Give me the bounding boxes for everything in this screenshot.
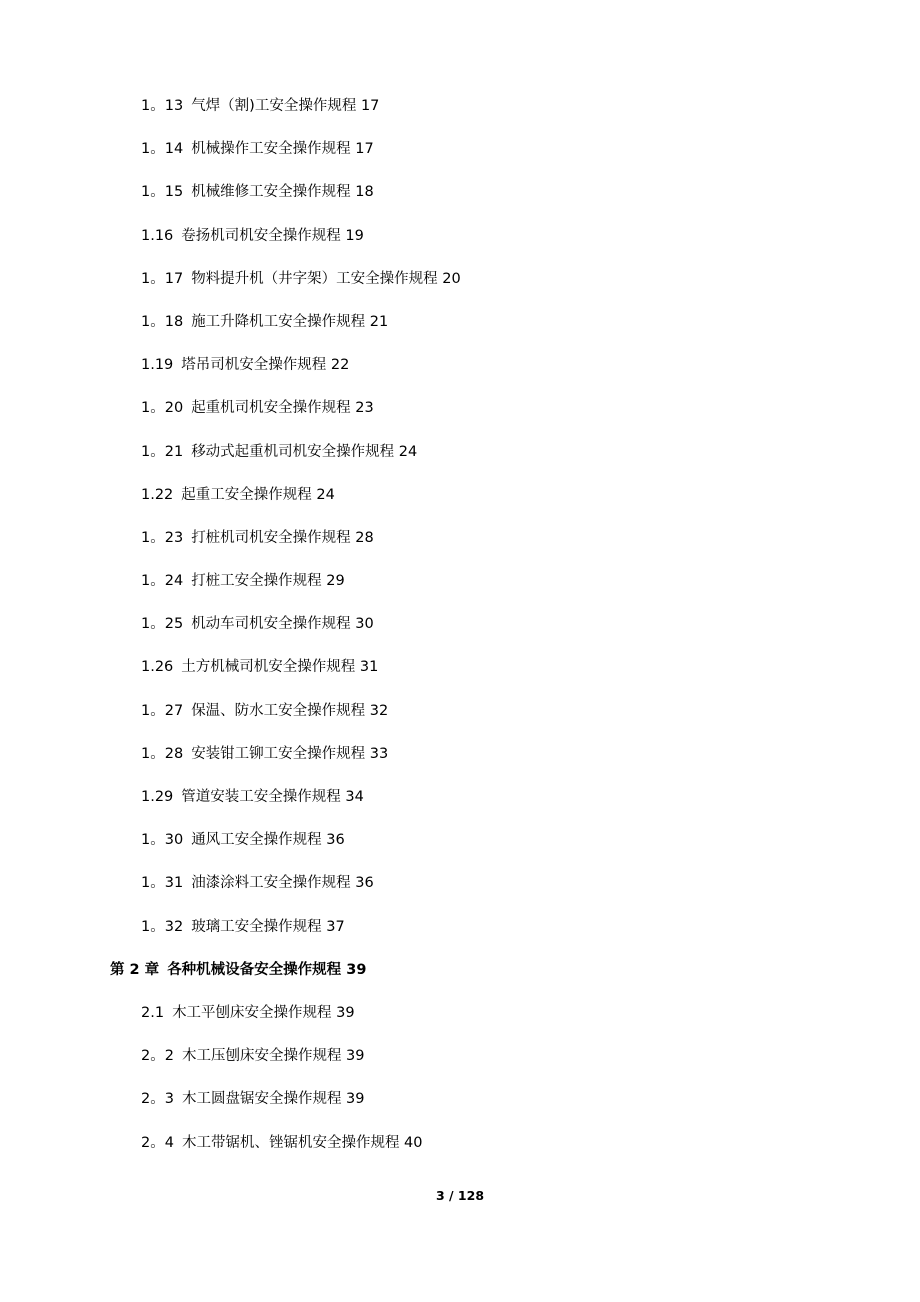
toc-entry-title: 木工压刨床安全操作规程 39 bbox=[181, 1048, 365, 1065]
toc-entry-1-24[interactable] bbox=[0, 569, 920, 612]
toc-entry-1-13[interactable] bbox=[0, 94, 920, 137]
toc-entry-1-26[interactable] bbox=[0, 655, 920, 698]
toc-entry-title: 移动式起重机司机安全操作规程 24 bbox=[191, 443, 418, 460]
toc-entry-number: 1。20 bbox=[141, 400, 184, 417]
page-number: 3 / 128 bbox=[435, 1188, 485, 1203]
toc-entry-title: 打桩机司机安全操作规程 28 bbox=[191, 529, 374, 546]
table-of-contents bbox=[0, 94, 920, 1174]
toc-entry-number: 2.1 bbox=[141, 1004, 165, 1021]
toc-entry-number: 1。15 bbox=[141, 184, 184, 201]
toc-entry-number: 2。4 bbox=[141, 1134, 174, 1151]
toc-entry-title: 管道安装工安全操作规程 34 bbox=[181, 789, 364, 805]
toc-entry-title: 气焊（割)工安全操作规程 17 bbox=[191, 98, 380, 114]
toc-entry-title: 油漆涂料工安全操作规程 36 bbox=[191, 875, 374, 892]
toc-chapter-title: 各种机械设备安全操作规程 39 bbox=[167, 961, 367, 978]
toc-entry-number: 1。32 bbox=[141, 918, 184, 935]
toc-chapter-2[interactable] bbox=[0, 958, 920, 1001]
toc-entry-title: 起重工安全操作规程 24 bbox=[181, 486, 335, 503]
toc-entry-title: 机械操作工安全操作规程 17 bbox=[191, 141, 374, 158]
toc-entry-title: 玻璃工安全操作规程 37 bbox=[191, 918, 345, 935]
toc-entry-1-18[interactable] bbox=[0, 310, 920, 353]
toc-entry-1-30[interactable] bbox=[0, 828, 920, 871]
toc-entry-title: 机动车司机安全操作规程 30 bbox=[191, 616, 374, 633]
toc-entry-title: 安装钳工铆工安全操作规程 33 bbox=[191, 745, 389, 762]
toc-entry-2-1[interactable] bbox=[0, 1001, 920, 1044]
toc-entry-title: 保温、防水工安全操作规程 32 bbox=[191, 702, 389, 719]
toc-entry-title: 卷扬机司机安全操作规程 19 bbox=[181, 227, 364, 244]
toc-entry-number: 1。23 bbox=[141, 529, 184, 546]
toc-entry-1-28[interactable] bbox=[0, 742, 920, 785]
toc-entry-number: 2。2 bbox=[141, 1048, 174, 1065]
toc-entry-1-17[interactable] bbox=[0, 267, 920, 310]
toc-entry-1-27[interactable] bbox=[0, 699, 920, 742]
toc-entry-title: 机械维修工安全操作规程 18 bbox=[191, 184, 374, 201]
toc-entry-1-31[interactable] bbox=[0, 871, 920, 914]
toc-entry-title: 通风工安全操作规程 36 bbox=[191, 832, 345, 849]
toc-entry-title: 打桩工安全操作规程 29 bbox=[191, 573, 345, 590]
toc-entry-number: 1.19 bbox=[141, 357, 174, 374]
toc-entry-number: 1。21 bbox=[141, 443, 184, 460]
toc-entry-number: 1。24 bbox=[141, 573, 184, 590]
toc-entry-number: 1。27 bbox=[141, 702, 184, 719]
toc-entry-1-19[interactable] bbox=[0, 353, 920, 396]
toc-entry-number: 1.26 bbox=[141, 659, 174, 676]
toc-entry-number: 1。17 bbox=[141, 270, 184, 287]
toc-chapter-number: 第 2 章 bbox=[110, 961, 160, 978]
toc-entry-number: 2。3 bbox=[141, 1091, 174, 1108]
toc-entry-1-16[interactable] bbox=[0, 224, 920, 267]
toc-entry-number: 1.22 bbox=[141, 486, 174, 503]
toc-entry-number: 1。31 bbox=[141, 875, 184, 892]
toc-entry-number: 1。25 bbox=[141, 616, 184, 633]
toc-entry-1-20[interactable] bbox=[0, 396, 920, 439]
toc-entry-1-23[interactable] bbox=[0, 526, 920, 569]
toc-entry-title: 物料提升机（井字架）工安全操作规程 20 bbox=[191, 270, 461, 287]
toc-entry-title: 塔吊司机安全操作规程 22 bbox=[181, 357, 350, 374]
toc-entry-number: 1。28 bbox=[141, 745, 184, 762]
toc-entry-title: 土方机械司机安全操作规程 31 bbox=[181, 659, 379, 676]
toc-entry-1-32[interactable] bbox=[0, 915, 920, 958]
toc-entry-title: 起重机司机安全操作规程 23 bbox=[191, 400, 374, 417]
toc-entry-number: 1。30 bbox=[141, 832, 184, 849]
toc-entry-title: 施工升降机工安全操作规程 21 bbox=[191, 313, 389, 330]
toc-entry-1-14[interactable] bbox=[0, 137, 920, 180]
toc-entry-1-22[interactable] bbox=[0, 483, 920, 526]
toc-entry-1-15[interactable] bbox=[0, 180, 920, 223]
toc-entry-number: 1.29 bbox=[141, 789, 174, 805]
toc-entry-number: 1.16 bbox=[141, 227, 174, 244]
toc-entry-1-29[interactable] bbox=[0, 785, 920, 828]
toc-entry-1-21[interactable] bbox=[0, 440, 920, 483]
toc-entry-2-2[interactable] bbox=[0, 1044, 920, 1087]
toc-entry-2-4[interactable] bbox=[0, 1131, 920, 1174]
toc-entry-title: 木工带锯机、锉锯机安全操作规程 40 bbox=[181, 1134, 423, 1151]
toc-entry-number: 1。13 bbox=[141, 98, 184, 114]
toc-entry-number: 1。18 bbox=[141, 313, 184, 330]
toc-entry-title: 木工圆盘锯安全操作规程 39 bbox=[181, 1091, 365, 1108]
toc-entry-title: 木工平刨床安全操作规程 39 bbox=[172, 1004, 355, 1021]
toc-entry-2-3[interactable] bbox=[0, 1087, 920, 1130]
toc-entry-1-25[interactable] bbox=[0, 612, 920, 655]
toc-entry-number: 1。14 bbox=[141, 141, 184, 158]
